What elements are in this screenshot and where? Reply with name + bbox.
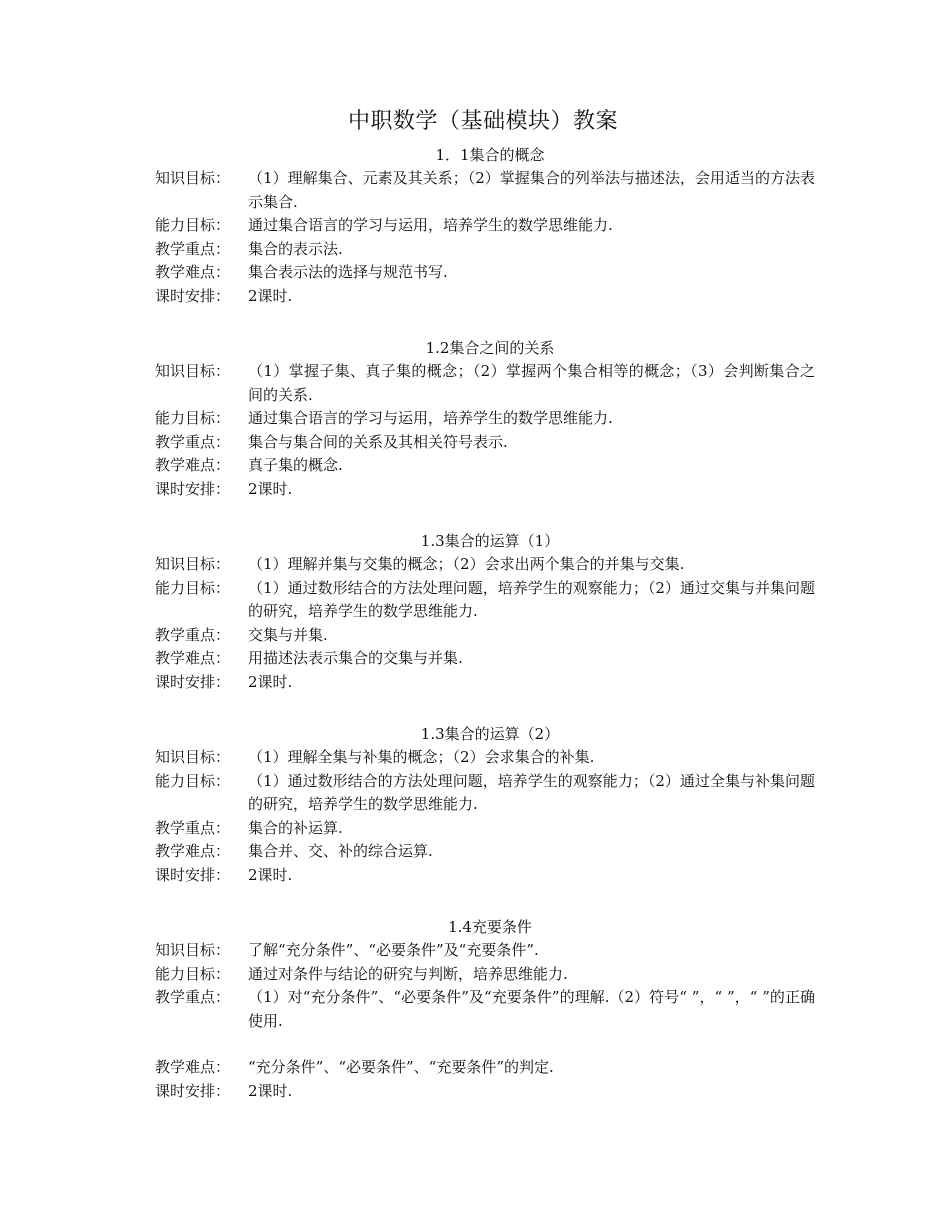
- knowledge-goal-row: [155, 939, 815, 963]
- row-label: 教学重点：: [155, 432, 231, 451]
- row-value: （1）通过数形结合的方法处理问题，培养学生的观察能力；（2）通过全集与补集问题的研究，培养学生的数学思维能力.: [248, 771, 815, 813]
- lesson-section: [155, 144, 815, 308]
- section-heading: 1.4充要条件: [448, 918, 532, 936]
- row-value: 2课时.: [248, 286, 293, 305]
- row-value: 集合表示法的选择与规范书写.: [248, 263, 448, 281]
- difficulty-row: [155, 261, 815, 285]
- blank-line: [155, 1033, 815, 1056]
- knowledge-goal-row: [155, 746, 815, 770]
- section-heading: 1.2集合之间的关系: [425, 339, 555, 357]
- row-value: 通过集合语言的学习与运用，培养学生的数学思维能力.: [248, 216, 613, 234]
- schedule-row: [155, 1080, 815, 1104]
- schedule-row: [155, 478, 815, 502]
- schedule-row: [155, 285, 815, 309]
- ability-goal-row: [155, 770, 815, 817]
- lesson-section: [155, 916, 815, 1103]
- row-value: 2课时.: [248, 479, 293, 498]
- section-heading: 1.3集合的运算（2）: [420, 725, 560, 743]
- ability-goal-row: [155, 577, 815, 624]
- knowledge-goal-row: [155, 360, 815, 407]
- row-label: 能力目标：: [155, 409, 231, 427]
- key-point-row: [155, 431, 815, 455]
- key-point-row: [155, 238, 815, 262]
- row-label: 教学难点：: [155, 1058, 231, 1076]
- row-label: 教学难点：: [155, 263, 231, 281]
- key-point-row: [155, 986, 815, 1033]
- row-value: 集合与集合间的关系及其相关符号表示.: [248, 432, 508, 451]
- row-value: 交集与并集.: [248, 625, 328, 644]
- section-heading: 1．1集合的概念: [435, 146, 545, 164]
- row-label: 知识目标：: [155, 362, 231, 380]
- schedule-row: [155, 864, 815, 888]
- row-label: 课时安排：: [155, 286, 231, 305]
- row-label: 课时安排：: [155, 479, 231, 498]
- row-value: （1）通过数形结合的方法处理问题，培养学生的观察能力；（2）通过交集与并集问题的研究，培养学生的数学思维能力.: [248, 578, 815, 620]
- row-value: （1）理解集合、元素及其关系；（2）掌握集合的列举法与描述法，会用适当的方法表示集合.: [248, 169, 815, 211]
- row-label: 教学重点：: [155, 818, 231, 837]
- lesson-section: [155, 530, 815, 694]
- row-label: 知识目标：: [155, 748, 231, 766]
- row-label: 教学难点：: [155, 456, 231, 474]
- ability-goal-row: [155, 407, 815, 431]
- row-value: 2课时.: [248, 865, 293, 884]
- row-value: 用描述法表示集合的交集与并集.: [248, 649, 463, 667]
- knowledge-goal-row: [155, 167, 815, 214]
- row-value: 通过集合语言的学习与运用，培养学生的数学思维能力.: [248, 409, 613, 427]
- row-label: 课时安排：: [155, 1081, 231, 1100]
- row-value: （1）理解全集与补集的概念；（2）会求集合的补集.: [248, 748, 595, 766]
- row-label: 教学重点：: [155, 239, 231, 258]
- key-point-row: [155, 624, 815, 648]
- row-value: （1）理解并集与交集的概念；（2）会求出两个集合的并集与交集.: [248, 555, 685, 573]
- row-value: 2课时.: [248, 1081, 293, 1100]
- row-label: 教学难点：: [155, 649, 231, 667]
- row-value: （1）对“充分条件”、“必要条件”及“充要条件”的理解.（2）符号“ ”，“ ”，“ ”的正确使用.: [248, 988, 815, 1030]
- difficulty-row: [155, 454, 815, 478]
- schedule-row: [155, 671, 815, 695]
- knowledge-goal-row: [155, 553, 815, 577]
- row-value: 真子集的概念.: [248, 456, 343, 474]
- row-label: 能力目标：: [155, 216, 231, 234]
- difficulty-row: [155, 1056, 815, 1080]
- key-point-row: [155, 817, 815, 841]
- row-value: 集合并、交、补的综合运算.: [248, 842, 433, 860]
- row-label: 知识目标：: [155, 555, 231, 573]
- row-value: （1）掌握子集、真子集的概念；（2）掌握两个集合相等的概念；（3）会判断集合之间的关系.: [248, 362, 815, 404]
- document-title: 中职数学（基础模块）教案: [347, 109, 618, 134]
- row-label: 课时安排：: [155, 865, 231, 884]
- lesson-section: [155, 337, 815, 501]
- row-label: 教学重点：: [155, 625, 231, 644]
- row-value: 了解“充分条件”、“必要条件”及“充要条件”.: [248, 941, 539, 959]
- row-label: 教学难点：: [155, 842, 231, 860]
- difficulty-row: [155, 647, 815, 671]
- row-value: 集合的表示法.: [248, 239, 343, 258]
- row-label: 知识目标：: [155, 169, 231, 187]
- section-heading: 1.3集合的运算（1）: [420, 532, 560, 550]
- lesson-section: [155, 723, 815, 887]
- difficulty-row: [155, 840, 815, 864]
- row-value: 通过对条件与结论的研究与判断，培养思维能力.: [248, 964, 568, 983]
- row-value: 2课时.: [248, 672, 293, 691]
- row-value: “充分条件”、“必要条件”、“充要条件”的判定.: [248, 1058, 554, 1076]
- ability-goal-row: [155, 214, 815, 238]
- row-label: 课时安排：: [155, 672, 231, 691]
- row-label: 能力目标：: [155, 771, 231, 790]
- row-value: 集合的补运算.: [248, 818, 343, 837]
- row-label: 知识目标：: [155, 941, 231, 959]
- row-label: 能力目标：: [155, 578, 231, 597]
- row-label: 能力目标：: [155, 964, 231, 983]
- ability-goal-row: [155, 963, 815, 987]
- row-label: 教学重点：: [155, 988, 231, 1006]
